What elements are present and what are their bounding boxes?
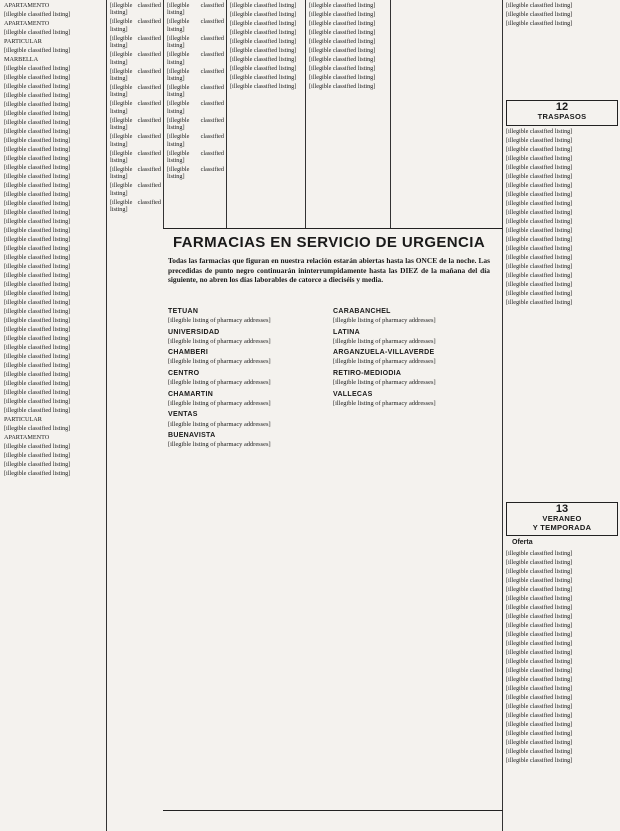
classified-ad: [illegible classified listing] [506,146,573,153]
classified-ad: [illegible classified listing] [4,236,71,243]
classified-ad: [illegible classified listing] [309,83,376,90]
district-block [168,349,326,366]
classified-ad: [illegible classified listing] [4,173,71,180]
classified-ad: [illegible classified listing] [506,263,573,270]
classified-ad: [illegible classified listing] [506,586,573,593]
classified-ad: [illegible classified listing] [167,100,224,115]
classified-ad: [illegible classified listing] [4,92,71,99]
classified-ad: [illegible classified listing] [167,149,224,165]
section-label-line-1: VERANEO [542,514,582,523]
classified-ad: [illegible classified listing] [110,2,161,17]
classified-ad: [illegible classified listing] [4,209,71,216]
classified-ad: [illegible classified listing] [4,200,71,207]
classified-ad: [illegible classified listing] [506,2,573,9]
classified-ad: [illegible classified listing] [506,721,573,728]
classified-ad: [illegible classified listing] [506,559,573,566]
classified-ad: [illegible classified listing] [4,182,71,189]
section-label: TRASPASOS [537,112,587,121]
classified-ad: [illegible classified listing] [506,155,573,162]
classified-ad: APARTAMENTO [4,434,50,441]
classified-ad: [illegible classified listing] [4,254,71,261]
classified-ad: [illegible classified listing] [4,407,71,414]
classified-ad: [illegible classified listing] [110,198,161,214]
district-block [333,391,491,408]
classified-ad: [illegible classified listing] [4,272,71,279]
classified-ad: [illegible classified listing] [506,281,573,288]
district-column-right [333,308,491,806]
classified-ad: [illegible classified listing] [506,137,573,144]
classified-ad: [illegible classified listing] [110,166,161,181]
classified-ad: [illegible classified listing] [167,84,224,99]
column-rule [502,0,503,831]
classified-ad: [illegible classified listing] [506,757,573,764]
classified-ad: [illegible classified listing] [110,100,161,115]
classified-ad: [illegible classified listing] [110,182,161,197]
classifieds-column-5b [394,2,500,226]
classified-ad: [illegible classified listing] [4,398,71,405]
classified-ad: [illegible classified listing] [506,272,573,279]
classified-ad: [illegible classified listing] [167,18,224,33]
classified-ad: [illegible classified listing] [4,164,71,171]
classified-ad: [illegible classified listing] [230,47,297,54]
district-name: CENTRO [168,370,200,378]
district-pharmacy-list: [illegible listing of pharmacy addresses] [333,317,436,325]
classified-ad: [illegible classified listing] [309,38,376,45]
classified-ad: [illegible classified listing] [230,38,297,45]
classified-ad: [illegible classified listing] [4,155,71,162]
classified-ad: [illegible classified listing] [110,133,161,148]
section-label-line-2: Y TEMPORADA [532,522,592,532]
column-rule [163,0,164,228]
classified-ad: [illegible classified listing] [506,694,573,701]
classified-ad: [illegible classified listing] [309,2,376,9]
classified-ad: [illegible classified listing] [506,748,573,755]
classified-ad: [illegible classified listing] [167,133,224,148]
classified-ad: [illegible classified listing] [110,149,161,165]
classified-ad: [illegible classified listing] [4,389,71,396]
classified-ad: [illegible classified listing] [110,116,161,132]
classifieds-column-6-top [506,2,618,98]
district-name: ARGANZUELA-VILLAVERDE [333,349,435,357]
classified-ad: [illegible classified listing] [506,667,573,674]
classified-ad: [illegible classified listing] [4,380,71,387]
classified-ad: [illegible classified listing] [506,676,573,683]
district-pharmacy-list: [illegible listing of pharmacy addresses] [333,358,436,366]
classifieds-column-6-bottom [506,550,618,828]
classified-ad: [illegible classified listing] [4,353,71,360]
district-pharmacy-list: [illegible listing of pharmacy addresses] [168,441,271,449]
classified-ad: [illegible classified listing] [4,191,71,198]
classified-ad: [illegible classified listing] [506,209,573,216]
classified-ad: [illegible classified listing] [110,34,161,50]
classified-ad: [illegible classified listing] [506,164,573,171]
district-block [168,329,326,346]
classified-ad: [illegible classified listing] [506,631,573,638]
classified-ad: [illegible classified listing] [506,577,573,584]
district-pharmacy-list: [illegible listing of pharmacy addresses] [168,317,271,325]
section-number: 13 [555,503,569,515]
classified-ad: [illegible classified listing] [110,51,161,66]
classified-ad: [illegible classified listing] [506,622,573,629]
classified-ad: [illegible classified listing] [309,11,376,18]
classified-ad: [illegible classified listing] [506,604,573,611]
classified-ad: [illegible classified listing] [4,110,71,117]
classified-ad: [illegible classified listing] [4,11,71,18]
classified-ad: [illegible classified listing] [506,685,573,692]
section-header-veraneo [506,502,618,536]
district-name: UNIVERSIDAD [168,328,220,336]
classified-ad: APARTAMENTO [4,20,50,27]
classified-ad: [illegible classified listing] [4,452,71,459]
classified-ad: [illegible classified listing] [506,236,573,243]
page-title: FARMACIAS EN SERVICIO DE URGENCIA [172,234,486,251]
classified-ad: [illegible classified listing] [506,191,573,198]
district-pharmacy-list: [illegible listing of pharmacy addresses] [168,399,271,407]
district-pharmacy-list: [illegible listing of pharmacy addresses] [168,420,271,428]
classified-ad: [illegible classified listing] [309,47,376,54]
district-pharmacy-list: [illegible listing of pharmacy addresses] [333,379,436,387]
classified-ad: [illegible classified listing] [4,65,71,72]
classified-ad: [illegible classified listing] [4,227,71,234]
classifieds-column-5 [309,2,388,226]
classified-ad: [illegible classified listing] [506,173,573,180]
classifieds-column-4 [230,2,303,226]
classified-ad: [illegible classified listing] [230,29,297,36]
classified-ad: [illegible classified listing] [4,425,71,432]
classified-ad: [illegible classified listing] [4,371,71,378]
classified-ad: [illegible classified listing] [167,34,224,50]
classifieds-column-1 [4,2,104,828]
classified-ad: [illegible classified listing] [4,245,71,252]
district-block [333,349,491,366]
column-rule [390,0,391,228]
classified-ad: [illegible classified listing] [110,67,161,83]
district-block [168,370,326,387]
classified-ad: [illegible classified listing] [506,658,573,665]
classified-ad: [illegible classified listing] [309,74,376,81]
district-pharmacy-list: [illegible listing of pharmacy addresses] [168,379,271,387]
district-block [168,308,326,325]
classified-ad: [illegible classified listing] [167,67,224,83]
classified-ad: [illegible classified listing] [4,317,71,324]
classified-ad: MARBELLA [4,56,39,63]
classified-ad: [illegible classified listing] [230,56,297,63]
district-name: CHAMARTIN [168,390,214,398]
district-name: LATINA [333,328,360,336]
classified-ad: [illegible classified listing] [506,227,573,234]
classified-ad: [illegible classified listing] [309,20,376,27]
district-pharmacy-list: [illegible listing of pharmacy addresses] [333,399,436,407]
section-number: 12 [555,101,569,113]
classified-ad: [illegible classified listing] [4,290,71,297]
classified-ad: [illegible classified listing] [110,18,161,33]
classified-ad: [illegible classified listing] [4,470,71,477]
district-name: CHAMBERI [168,349,209,357]
section-header-traspasos [506,100,618,126]
classified-ad: [illegible classified listing] [4,461,71,468]
classified-ad: [illegible classified listing] [506,550,573,557]
box-rule-top [163,228,503,229]
offer-label: Oferta [512,539,533,546]
column-rule [226,0,227,228]
classified-ad: [illegible classified listing] [4,308,71,315]
classified-ad: [illegible classified listing] [506,568,573,575]
classified-ad: [illegible classified listing] [309,29,376,36]
classified-ad: [illegible classified listing] [4,362,71,369]
classified-ad: [illegible classified listing] [4,74,71,81]
district-pharmacy-list: [illegible listing of pharmacy addresses] [168,358,271,366]
classified-ad: [illegible classified listing] [506,290,573,297]
classified-ad: [illegible classified listing] [506,613,573,620]
classified-ad: PARTICULAR [4,38,42,45]
classified-ad: [illegible classified listing] [230,65,297,72]
district-name: CARABANCHEL [333,308,391,315]
classified-ad: [illegible classified listing] [506,218,573,225]
district-block [168,411,326,428]
classified-ad: [illegible classified listing] [4,344,71,351]
classified-ad: [illegible classified listing] [167,2,224,17]
classified-ad: [illegible classified listing] [110,84,161,99]
classified-ad: [illegible classified listing] [230,2,297,9]
classified-ad: [illegible classified listing] [4,47,71,54]
classified-ad: [illegible classified listing] [309,56,376,63]
classified-ad: [illegible classified listing] [4,128,71,135]
classified-ad: [illegible classified listing] [506,730,573,737]
district-name: TETUAN [168,308,199,315]
classified-ad: [illegible classified listing] [4,335,71,342]
district-name: RETIRO-MEDIODIA [333,370,402,378]
classified-ad: [illegible classified listing] [4,218,71,225]
classified-ad: [illegible classified listing] [506,739,573,746]
district-block [168,432,326,449]
classified-ad: [illegible classified listing] [506,245,573,252]
classified-ad: [illegible classified listing] [506,182,573,189]
classified-ad: [illegible classified listing] [506,11,573,18]
classified-ad: [illegible classified listing] [4,101,71,108]
classified-ad: [illegible classified listing] [4,146,71,153]
district-pharmacy-list: [illegible listing of pharmacy addresses] [333,337,436,345]
district-block [333,329,491,346]
classified-ad: [illegible classified listing] [506,200,573,207]
classified-ad: [illegible classified listing] [4,83,71,90]
classified-ad: [illegible classified listing] [230,20,297,27]
classified-ad: [illegible classified listing] [167,51,224,66]
district-name: BUENAVISTA [168,432,216,440]
classified-ad: [illegible classified listing] [167,166,224,181]
classified-ad: APARTAMENTO [4,2,50,9]
district-pharmacy-list: [illegible listing of pharmacy addresses] [168,337,271,345]
classified-ad: [illegible classified listing] [506,649,573,656]
classified-ad: [illegible classified listing] [506,299,573,306]
classified-ad: [illegible classified listing] [506,20,573,27]
classified-ad: [illegible classified listing] [506,703,573,710]
classified-ad: PARTICULAR [4,416,42,423]
classified-ad: [illegible classified listing] [4,281,71,288]
classified-ad: [illegible classified listing] [506,128,573,135]
column-rule [106,0,107,831]
classifieds-column-3 [167,2,224,226]
classified-ad: [illegible classified listing] [4,263,71,270]
classified-ad: [illegible classified listing] [167,116,224,132]
classified-ad: [illegible classified listing] [506,595,573,602]
lead-paragraph: Todas las farmacias que figuran en nuestra relación estarán abiertas hasta las ONCE de la noche. Las precedidas de punto negro continuarán ininterrumpidamente hasta las DIEZ de la mañana del día siguiente, no abren los días laborables de catorce a dieciséis y media. [168,256,490,285]
district-column-left [168,308,326,806]
district-name: VALLECAS [333,390,373,398]
classified-ad: [illegible classified listing] [309,65,376,72]
classified-ad: [illegible classified listing] [506,254,573,261]
classifieds-column-6-mid [506,128,618,498]
classified-ad: [illegible classified listing] [4,443,71,450]
classified-ad: [illegible classified listing] [506,712,573,719]
district-block [168,391,326,408]
district-block [333,308,491,325]
classified-ad: [illegible classified listing] [506,640,573,647]
classified-ad: [illegible classified listing] [4,299,71,306]
box-rule-bottom [163,810,503,811]
district-name: VENTAS [168,411,198,419]
classified-ad: [illegible classified listing] [230,74,297,81]
classified-ad: [illegible classified listing] [4,326,71,333]
column-rule [305,0,306,228]
classified-ad: [illegible classified listing] [4,119,71,126]
classified-ad: [illegible classified listing] [230,83,297,90]
district-block [333,370,491,387]
classified-ad: [illegible classified listing] [4,137,71,144]
classified-ad: [illegible classified listing] [4,29,71,36]
classified-ad: [illegible classified listing] [230,11,297,18]
classifieds-column-2 [110,2,161,226]
